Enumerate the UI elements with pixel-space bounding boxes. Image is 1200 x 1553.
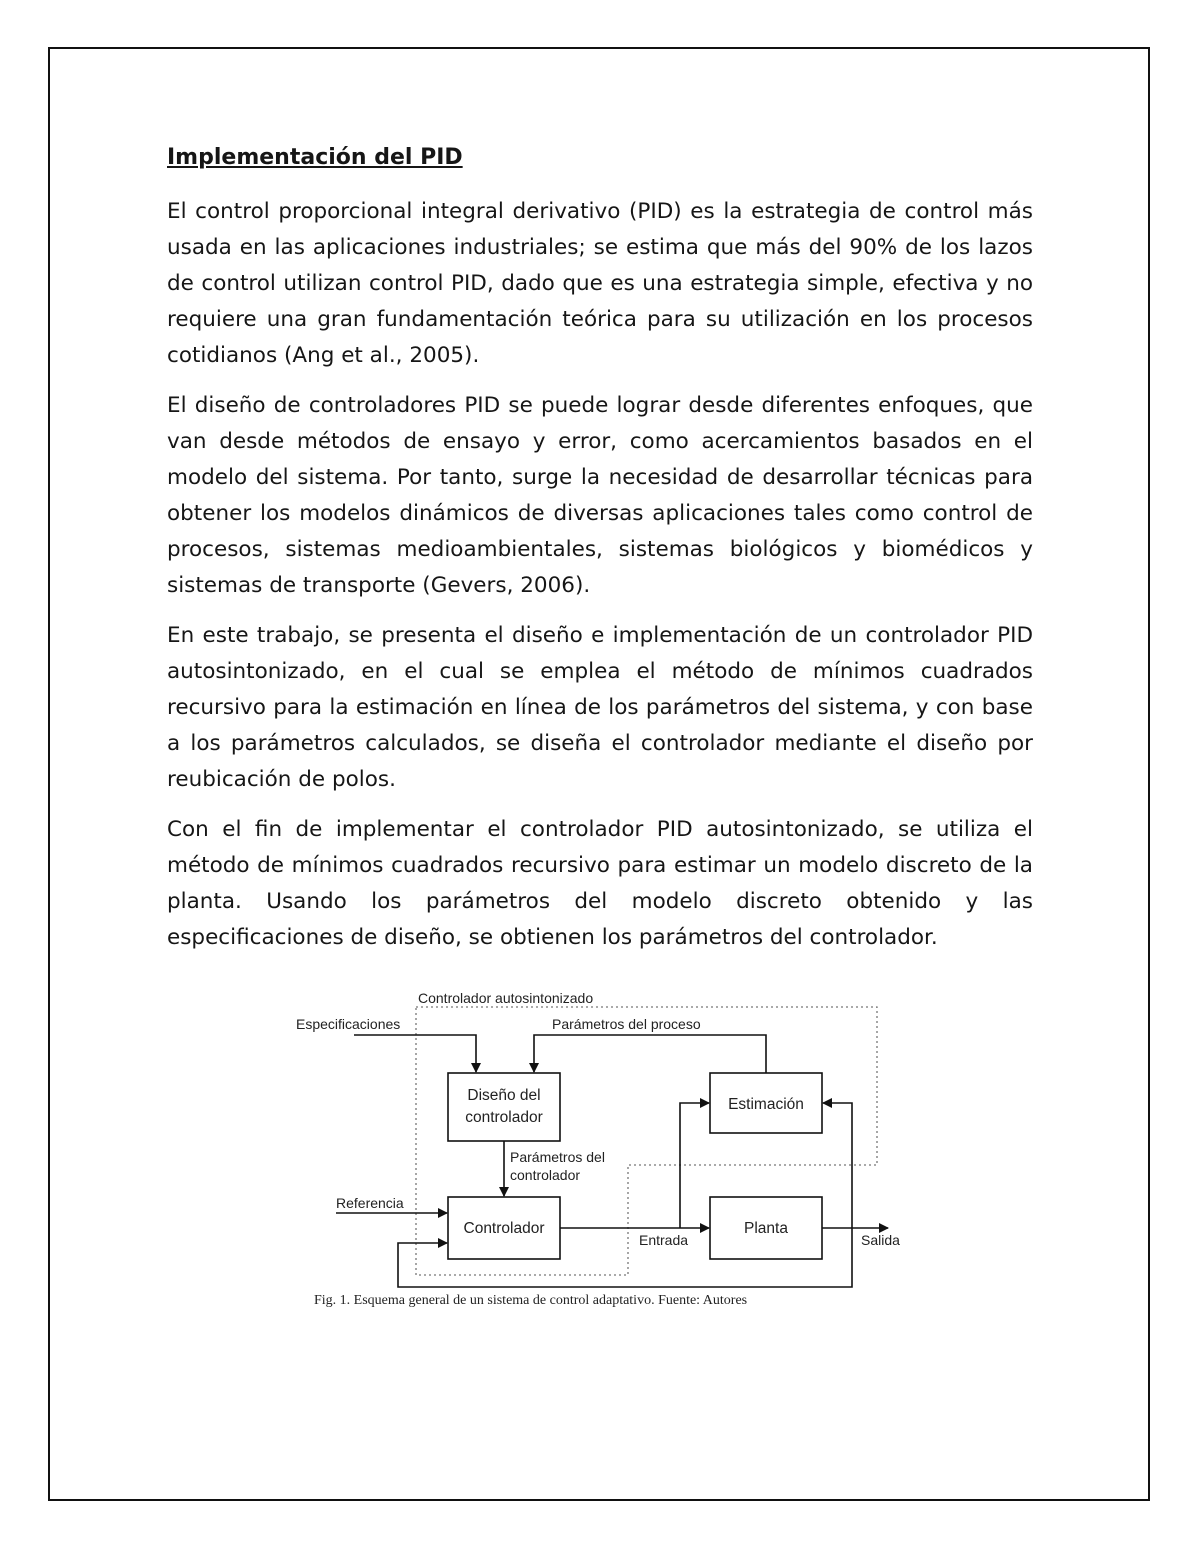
document-body — [167, 140, 1033, 970]
controller-parameters-label-2: controlador — [510, 1167, 581, 1183]
salida-label: Salida — [861, 1232, 900, 1248]
process-parameters-label: Parámetros del proceso — [552, 1016, 701, 1032]
controller-design-label-1: Diseño del — [467, 1087, 541, 1104]
paragraph-4: Con el fin de implementar el controlador PID autosintonizado, se utiliza el método de mínimos cuadrados recursivo para estimar un modelo discreto de la planta. Usando los parámetros del modelo discreto obtenido y las especificaciones de diseño, se obtienen los parámetros del controlador. — [167, 817, 1033, 950]
figure-caption: Fig. 1. Esquema general de un sistema de control adaptativo. Fuente: Autores — [314, 1293, 748, 1308]
specifications-label: Especificaciones — [296, 1016, 401, 1032]
reference-label: Referencia — [336, 1195, 404, 1211]
plant-label: Planta — [744, 1220, 788, 1237]
document-title: Implementación del PID — [167, 145, 463, 170]
process-parameters-arrow — [534, 1035, 766, 1073]
paragraph-3: En este trabajo, se presenta el diseño e implementación de un controlador PID autosintonizado, en el cual se emplea el método de mínimos cuadrados recursivo para la estimación en línea de los parámetros del sistema, y con base a los parámetros calculados, se diseña el controlador mediante el diseño por reubicación de polos. — [167, 623, 1033, 792]
salida-to-estimation-arrow — [823, 1103, 852, 1228]
paragraph-2: El diseño de controladores PID se puede lograr desde diferentes enfoques, que van desde métodos de ensayo y error, como acercamientos basados en el modelo del sistema. Por tanto, surge la necesidad de desarrollar técnicas para obtener los modelos dinámicos de diversas aplicaciones tales como control de procesos, sistemas medioambientales, sistemas biológicos y biomédicos y sistemas de transporte (Gevers, 2006). — [167, 393, 1033, 598]
specifications-arrow — [354, 1035, 476, 1072]
paragraph-1: El control proporcional integral derivativo (PID) es la estrategia de control más usada en las aplicaciones industriales; se estima que más del 90% de los lazos de control utilizan control PID, dado que es una estrategia simple, efectiva y no requiere una gran fundamentación teórica para su utilización en los procesos cotidianos (Ang et al., 2005). — [167, 199, 1033, 368]
block-diagram-figure — [290, 985, 910, 1315]
group-label: Controlador autosintonizado — [418, 990, 594, 1006]
controller-design-label-2: controlador — [465, 1109, 543, 1126]
controller-label: Controlador — [463, 1220, 545, 1237]
estimation-label: Estimación — [728, 1096, 804, 1113]
adaptive-control-diagram — [290, 985, 910, 1295]
entrada-label: Entrada — [639, 1232, 689, 1248]
controller-design-block — [448, 1073, 560, 1141]
controller-parameters-label-1: Parámetros del — [510, 1149, 605, 1165]
